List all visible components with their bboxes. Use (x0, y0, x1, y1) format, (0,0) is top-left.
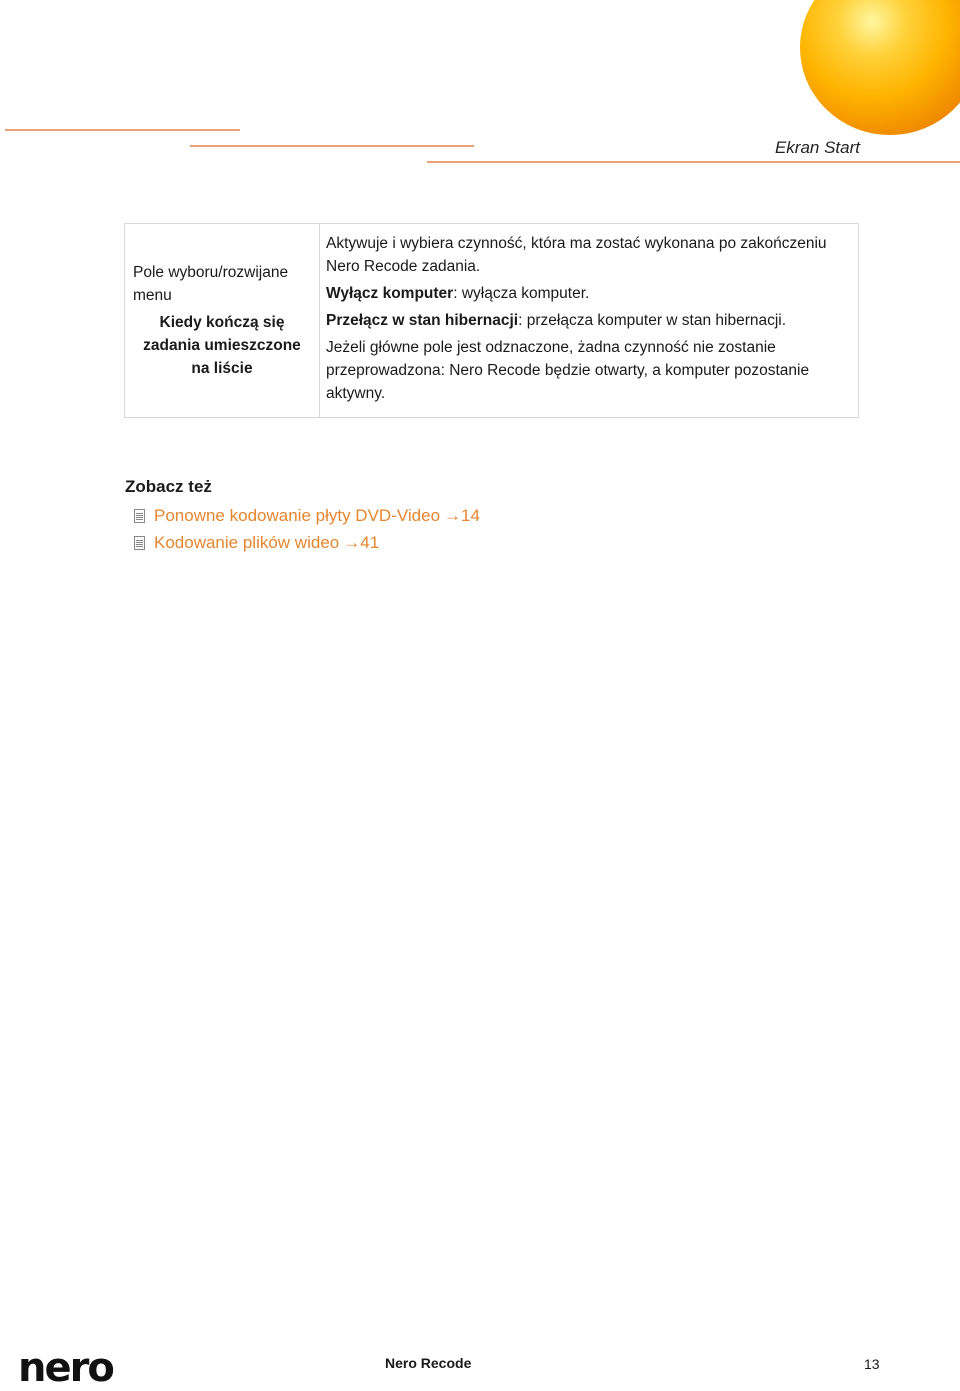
option-shutdown (326, 282, 850, 305)
footer-title: Nero Recode (385, 1355, 472, 1371)
nero-logo: nero (18, 1345, 113, 1391)
header-rule (427, 161, 960, 163)
table-row (125, 224, 859, 418)
option-shutdown-name: Wyłącz komputer (326, 285, 454, 302)
page-header-title: Ekran Start (774, 138, 860, 157)
document-icon (134, 509, 145, 523)
link-text[interactable]: Ponowne kodowanie płyty DVD-Video (154, 506, 441, 525)
description-intro: Aktywuje i wybiera czynność, która ma zostać wykonana po zakończeniu Nero Recode zadania. (326, 235, 827, 275)
link-text[interactable]: Kodowanie plików wideo (154, 533, 340, 552)
arrow-icon: → (343, 533, 361, 552)
page-number: 13 (864, 1356, 880, 1372)
option-hibernate-text: : przełącza komputer w stan hibernacji. (518, 312, 787, 329)
link-page[interactable]: 41 (360, 533, 380, 552)
arrow-icon: → (444, 506, 462, 525)
header-rule (5, 129, 240, 131)
see-also-heading: Zobacz też (125, 477, 212, 496)
option-label-cell (125, 224, 320, 418)
nero-orb-logo (800, 0, 960, 135)
options-table (124, 223, 859, 418)
option-hibernate (326, 309, 850, 332)
document-icon (134, 536, 145, 550)
option-shutdown-text: : wyłącza komputer. (453, 285, 590, 302)
header-rule (190, 145, 474, 147)
link-page[interactable]: 14 (461, 506, 480, 525)
option-type-label: Pole wyboru/rozwijane menu (133, 264, 289, 304)
see-also-link[interactable] (134, 533, 379, 553)
option-description-cell (320, 224, 859, 418)
option-name-label: Kiedy kończą się zadania umieszczone na liście (143, 314, 301, 377)
see-also-link[interactable] (134, 506, 480, 526)
option-hibernate-name: Przełącz w stan hibernacji (326, 312, 519, 329)
description-note: Jeżeli główne pole jest odznaczone, żadna czynność nie zostanie przeprowadzona: Nero Recode będzie otwarty, a komputer pozostanie aktywny. (326, 339, 810, 402)
